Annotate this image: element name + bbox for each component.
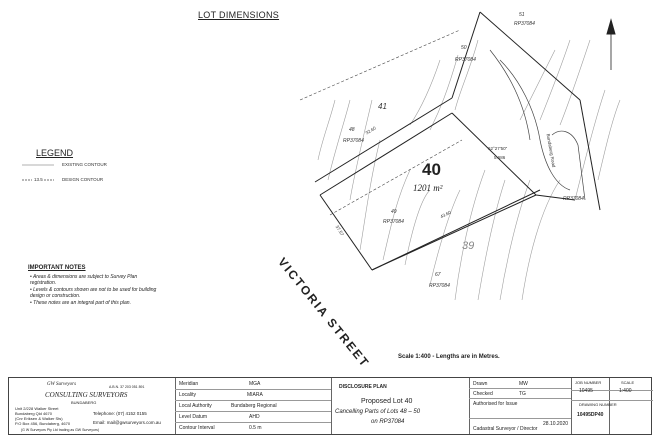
locality-value: MIARA [247, 392, 263, 398]
plan-on: on RP37084 [371, 419, 405, 425]
lot-51: 51 [519, 12, 525, 18]
meridian-label: Meridian [179, 381, 199, 387]
address-3: (Cnr Eriksen & Walker Sts) [15, 416, 63, 421]
lot-51-rp: RP37084 [514, 21, 535, 27]
lot-50: 50 [461, 45, 467, 51]
address-1: Unit 2/228 Walker Street [15, 406, 59, 411]
north-arrow-icon [607, 20, 615, 70]
street-name: VICTORIA STREET [275, 255, 373, 371]
lot-67: 67 [435, 272, 441, 278]
lot-49: 49 [391, 209, 397, 215]
lot-50-rp: RP37084 [455, 57, 476, 63]
trading-as: (G W Surveyors Pty Ltd trading as GW Surveyors) [21, 428, 99, 432]
lot-48: 48 [349, 127, 355, 133]
contour-value: 0.5 m [249, 425, 262, 431]
lot-road-rp: RP37084 [563, 196, 584, 202]
plan-title: DISCLOSURE PLAN [339, 384, 387, 390]
email: Email: mail@gwsurveyors.com.au [93, 420, 161, 425]
dim-bearing: 62°27'50" [488, 146, 508, 151]
drawn-value: MW [519, 381, 528, 387]
checked-value: TG [519, 391, 526, 397]
job-value: 10495 [579, 388, 593, 394]
road-curve [490, 50, 585, 200]
note-3: • These notes are an integral part of this plan. [30, 300, 131, 306]
drawn-label: Drawn [473, 381, 488, 387]
main-lot-area: 1201 m² [413, 183, 443, 193]
lot-67-rp: RP37084 [429, 283, 450, 289]
authority-value: Bundaberg Regional [231, 403, 277, 409]
drawing-number: 10495DP40 [577, 412, 604, 418]
phone: Telephone: (07) 4152 0155 [93, 411, 147, 416]
dim-top: 32.60 [364, 125, 377, 136]
scale-text: Scale 1:400 - Lengths are in Metres. [398, 354, 500, 360]
scale-label: SCALE [621, 380, 635, 385]
legend-heading: LEGEND [36, 148, 74, 158]
contour-lines [318, 40, 620, 300]
dim-arc: 5.686 [494, 155, 506, 160]
checked-label: Checked [473, 391, 493, 397]
company-town: BUNDABERG [71, 400, 97, 405]
main-lot-number: 40 [422, 160, 441, 179]
lot-48-rp: RP37084 [343, 138, 364, 144]
page-title: LOT DIMENSIONS [198, 10, 280, 20]
note-1: • Areas & dimensions are subject to Survey Plan registration. [30, 274, 138, 286]
date-value: 28.10.2020 [543, 421, 569, 427]
road-name: Bundaberg Road [545, 133, 557, 168]
scale-value: 1:400 [619, 388, 632, 394]
company-abn: A.B.N. 37 203 051 891 [109, 385, 145, 389]
notes-heading: IMPORTANT NOTES [28, 265, 86, 271]
address-2: Bundaberg Qld 4670 [15, 411, 52, 416]
note-2: • Levels & contours shown are not to be used for building design or construction. [30, 287, 157, 299]
lot-49-rp: RP37084 [383, 219, 404, 225]
authorised-label: Authorised for Issue [473, 401, 518, 407]
plan-description: Cancelling Parts of Lots 48 – 50 [335, 409, 421, 415]
datum-value: AHD [249, 414, 260, 420]
meridian-value: MGA [249, 381, 261, 387]
address-4: P.O Box 456, Bundaberg, 4670 [15, 421, 71, 426]
company-consulting: CONSULTING SURVEYORS [45, 391, 128, 399]
title-block [8, 377, 652, 435]
lot-39: 39 [462, 240, 475, 252]
legend-design-label: DESIGN CONTOUR [62, 177, 104, 182]
contour-label: Contour Interval [179, 425, 215, 431]
authority-label: Local Authority [179, 403, 212, 409]
locality-label: Locality [179, 392, 196, 398]
lot-41: 41 [378, 102, 387, 111]
company-name: GW Surveyors [47, 382, 77, 387]
job-label: JOB NUMBER [575, 380, 602, 385]
legend-existing-label: EXISTING CONTOUR [62, 162, 107, 167]
cadastral-label: Cadastral Surveyor / Director [473, 426, 538, 432]
drawing-label: DRAWING NUMBER [579, 402, 617, 407]
legend-design-code: 13.5 [34, 177, 43, 182]
datum-label: Level Datum [179, 414, 208, 420]
dim-bottom: 43.60 [439, 209, 452, 220]
dim-frontage: 37.57 [334, 224, 345, 237]
plan-subtitle: Proposed Lot 40 [361, 398, 413, 405]
